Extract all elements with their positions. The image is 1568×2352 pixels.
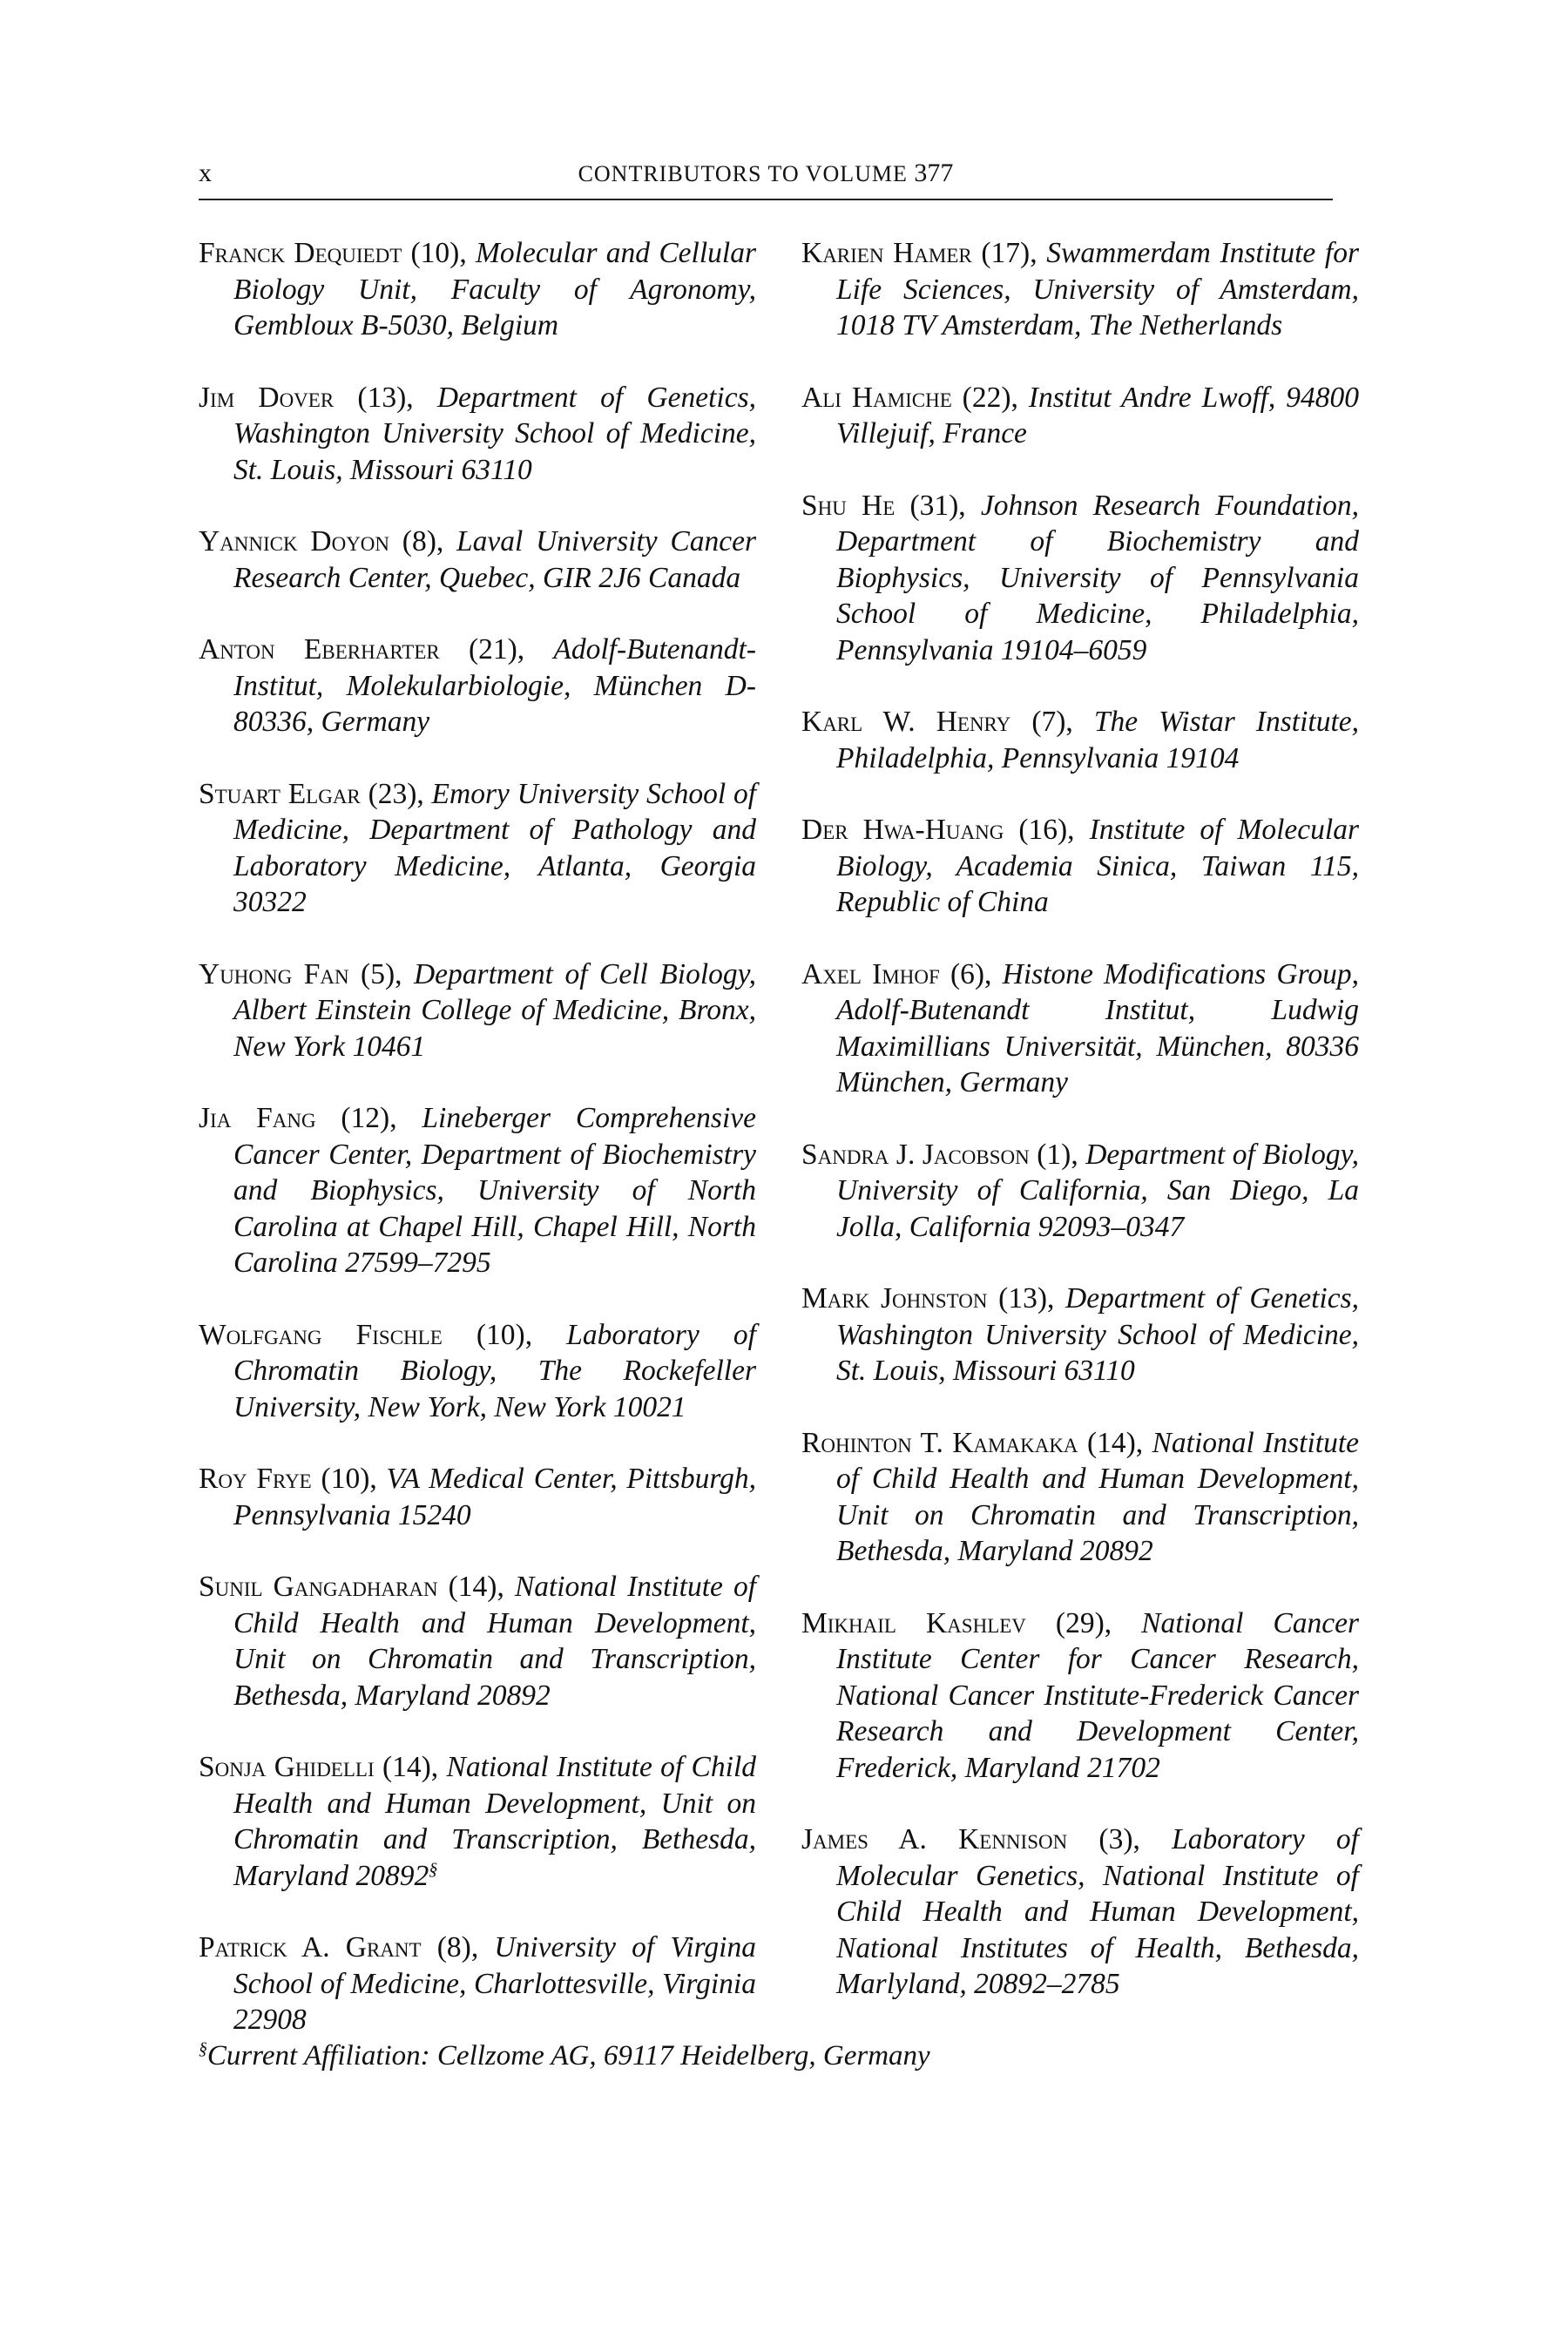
- contributor-entry: [801, 1605, 1359, 1787]
- contributor-name: Anton Eberharter: [199, 633, 440, 666]
- chapter-ref: (14),: [437, 1571, 515, 1603]
- contributor-name: Karl W. Henry: [801, 706, 1011, 738]
- chapter-ref: (1),: [1029, 1138, 1086, 1171]
- page-number: x: [199, 159, 212, 187]
- chapter-ref: (14),: [374, 1751, 447, 1783]
- contributor-affiliation: National Institute of Child Health and Human Development, Unit on Chromatin and Transcription, Bethesda, Maryland 20892: [836, 1426, 1360, 1567]
- contributor-entry: [801, 235, 1359, 344]
- contributor-entry: [199, 1461, 756, 1533]
- contributor-name: Ali Hamiche: [801, 381, 952, 414]
- chapter-ref: (10),: [402, 237, 476, 269]
- chapter-ref: (13),: [334, 381, 437, 414]
- contributor-affiliation: Institut Andre Lwoff, 94800 Villejuif, France: [836, 381, 1359, 449]
- contributor-entry: [801, 380, 1359, 452]
- contributor-name: Sonja Ghidelli: [199, 1751, 375, 1783]
- chapter-ref: (12),: [315, 1102, 422, 1134]
- contributor-entry: [801, 812, 1359, 921]
- chapter-ref: (17),: [971, 237, 1047, 269]
- chapter-ref: (10),: [311, 1463, 387, 1495]
- footnote-marker: §: [429, 1859, 438, 1879]
- contributor-name: Der Hwa-Huang: [801, 814, 1004, 846]
- contributor-name: Mikhail Kashlev: [801, 1606, 1026, 1639]
- contributor-name: Jim Dover: [199, 381, 335, 414]
- contributor-affiliation: Laval University Cancer Research Center, Quebec, GIR 2J6 Canada: [233, 525, 756, 594]
- chapter-ref: (21),: [439, 633, 554, 666]
- contributor-entry: [801, 956, 1359, 1101]
- contributor-entry: [801, 488, 1359, 669]
- contributor-affiliation: Adolf-Butenandt-Institut, Molekularbiologie, München D-80336, Germany: [233, 633, 756, 738]
- contributor-entry: [199, 1317, 756, 1426]
- contributor-name: Yannick Doyon: [199, 525, 390, 558]
- contributor-name: Franck Dequiedt: [199, 237, 402, 269]
- contributor-affiliation: Department of Biology, University of California, San Diego, La Jolla, California 92093–0347: [836, 1138, 1359, 1243]
- contributor-entry: [199, 1569, 756, 1713]
- chapter-ref: (7),: [1010, 706, 1094, 738]
- chapter-ref: (29),: [1025, 1606, 1142, 1639]
- contributor-entry: [199, 1930, 756, 2038]
- contributor-affiliation: Department of Cell Biology, Albert Einstein College of Medicine, Bronx, New York 10461: [233, 957, 757, 1063]
- contributor-name: Karien Hamer: [801, 237, 972, 269]
- contributor-name: Patrick A. Grant: [199, 1931, 422, 1963]
- footnote-mark: §: [199, 2039, 207, 2058]
- contributor-entry: [199, 235, 756, 344]
- contributor-entry: [199, 380, 756, 489]
- contributor-affiliation: University of Virgina School of Medicine, Charlottesville, Virginia 22908: [233, 1931, 756, 2036]
- contributor-name: Rohinton T. Kamakaka: [801, 1426, 1078, 1459]
- contributor-entry: [199, 1100, 756, 1281]
- contributor-entry: [199, 524, 756, 596]
- contributor-entry: [199, 776, 756, 921]
- contributor-affiliation: Laboratory of Molecular Genetics, National Institute of Child Health and Human Development, National Institutes of Health, Bethesda, Marlyland, 20892–2785: [836, 1823, 1359, 2000]
- contributor-affiliation: Swammerdam Institute for Life Sciences, University of Amsterdam, 1018 TV Amsterdam, The Netherlands: [836, 237, 1359, 341]
- contributor-affiliation: National Institute of Child Health and Human Development, Unit on Chromatin and Transcription, Bethesda, Maryland 20892: [233, 1571, 756, 1712]
- chapter-ref: (23),: [360, 777, 432, 810]
- right-column: [801, 235, 1359, 2038]
- contributor-name: Axel Imhof: [801, 957, 940, 990]
- chapter-ref: (10),: [442, 1318, 567, 1351]
- chapter-ref: (31),: [895, 489, 981, 522]
- contributor-entry: [199, 632, 756, 740]
- running-title: [199, 157, 1333, 191]
- contributor-affiliation: Lineberger Comprehensive Cancer Center, Department of Biochemistry and Biophysics, University of North Carolina at Chapel Hill, Chapel Hill, North Carolina 27599–7295: [233, 1102, 756, 1279]
- footnote: [199, 2038, 1333, 2073]
- contributor-name: Stuart Elgar: [199, 777, 361, 810]
- chapter-ref: (3),: [1067, 1823, 1173, 1855]
- chapter-ref: (22),: [951, 381, 1029, 414]
- contributor-name: Yuhong Fan: [199, 957, 349, 990]
- chapter-ref: (14),: [1078, 1426, 1152, 1459]
- contributor-entry: [801, 1137, 1359, 1246]
- contributor-name: James A. Kennison: [801, 1823, 1068, 1855]
- contributor-entry: [801, 704, 1359, 776]
- contributor-affiliation: Department of Genetics, Washington University School of Medicine, St. Louis, Missouri 63110: [836, 1282, 1359, 1387]
- contributor-name: Roy Frye: [199, 1463, 312, 1495]
- contributor-name: Jia Fang: [199, 1102, 316, 1134]
- chapter-ref: (5),: [348, 957, 414, 990]
- contributor-affiliation: VA Medical Center, Pittsburgh, Pennsylvania 15240: [233, 1463, 756, 1531]
- contributor-affiliation: Department of Genetics, Washington University School of Medicine, St. Louis, Missouri 63110: [233, 381, 756, 486]
- contributor-name: Sunil Gangadharan: [199, 1571, 438, 1603]
- footnote-text: Current Affiliation: Cellzome AG, 69117 Heidelberg, Germany: [206, 2040, 930, 2072]
- contributor-affiliation: National Institute of Child Health and Human Development, Unit on Chromatin and Transcription, Bethesda, Maryland 20892: [233, 1751, 757, 1892]
- contributor-affiliation: Laboratory of Chromatin Biology, The Rockefeller University, New York, New York 10021: [233, 1318, 756, 1423]
- contributor-entry: [801, 1425, 1359, 1570]
- contributor-affiliation: Emory University School of Medicine, Department of Pathology and Laboratory Medicine, Atlanta, Georgia 30322: [233, 777, 757, 918]
- chapter-ref: (8),: [421, 1931, 495, 1963]
- chapter-ref: (13),: [987, 1282, 1066, 1315]
- chapter-ref: (16),: [1004, 814, 1090, 846]
- contributor-affiliation: Histone Modifications Group, Adolf-Butenandt Institut, Ludwig Maximillians Universität, München, 80336 München, Germany: [836, 957, 1359, 1098]
- contributor-name: Shu He: [801, 489, 896, 522]
- chapter-ref: (6),: [939, 957, 1003, 990]
- left-column: [199, 235, 756, 2074]
- running-title-text: CONTRIBUTORS TO VOLUME: [578, 161, 908, 186]
- contributor-affiliation: Institute of Molecular Biology, Academia Sinica, Taiwan 115, Republic of China: [836, 814, 1359, 918]
- contributor-entry: [199, 1749, 756, 1894]
- contributor-name: Mark Johnston: [801, 1282, 988, 1315]
- page-header: [199, 157, 1333, 200]
- contributor-affiliation: Molecular and Cellular Biology Unit, Faculty of Agronomy, Gembloux B-5030, Belgium: [233, 237, 756, 341]
- contributor-entry: [199, 956, 756, 1065]
- contributor-name: Sandra J. Jacobson: [801, 1138, 1030, 1171]
- contributor-name: Wolfgang Fischle: [199, 1318, 443, 1351]
- contributor-entry: [801, 1281, 1359, 1389]
- contributor-affiliation: The Wistar Institute, Philadelphia, Pennsylvania 19104: [836, 706, 1360, 774]
- contributor-entry: [801, 1821, 1359, 2003]
- volume-number: 377: [914, 159, 954, 187]
- contributor-affiliation: Johnson Research Foundation, Department of Biochemistry and Biophysics, University of Pennsylvania School of Medicine, Philadelphia, Pennsylvania 19104–6059: [836, 489, 1360, 666]
- contributor-affiliation: National Cancer Institute Center for Cancer Research, National Cancer Institute-Frederick Cancer Research and Development Center, Frederick, Maryland 21702: [836, 1606, 1359, 1784]
- chapter-ref: (8),: [389, 525, 456, 558]
